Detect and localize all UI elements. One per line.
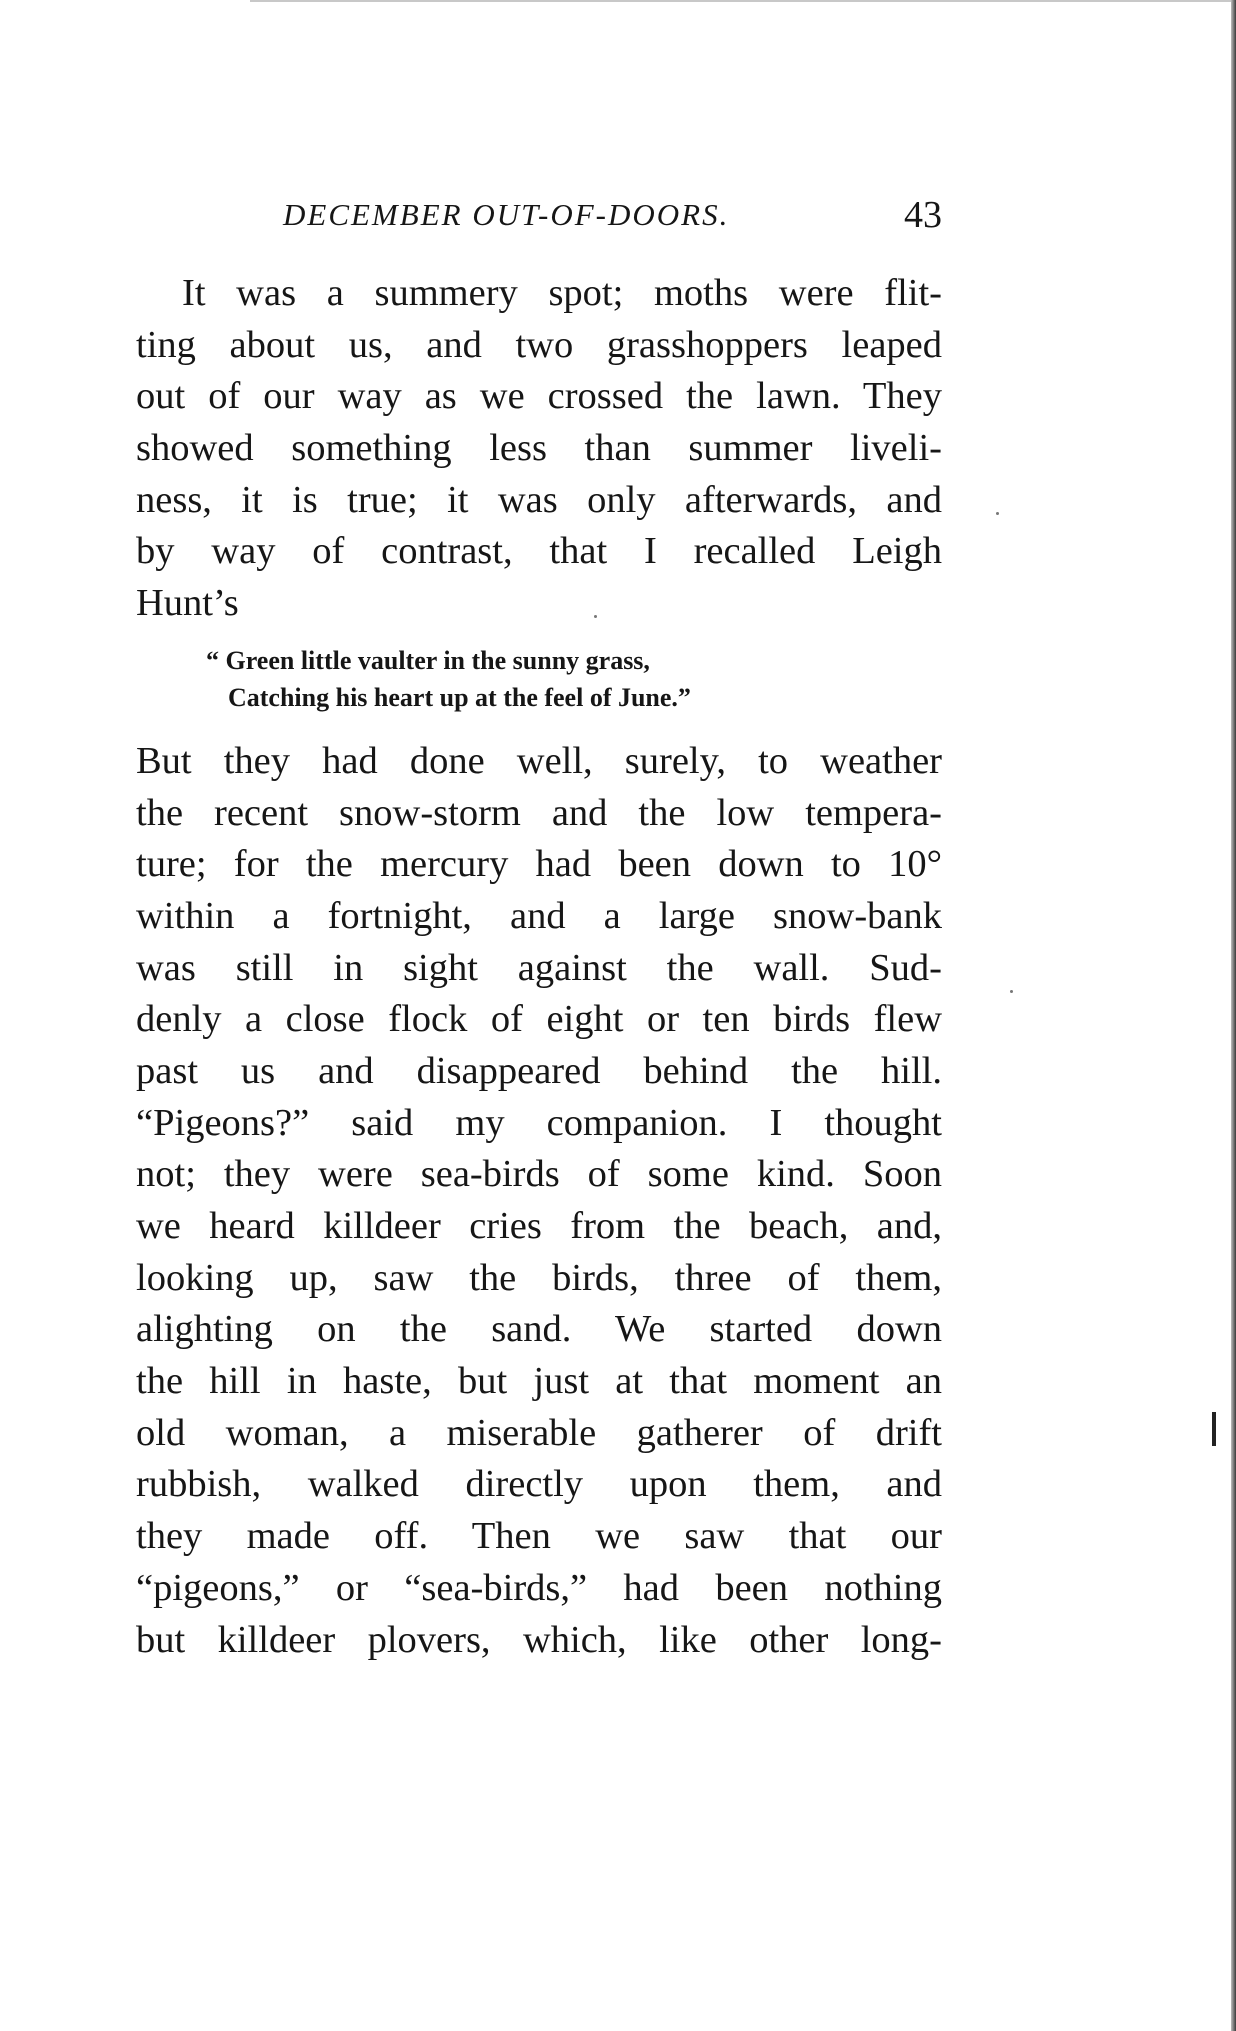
text-line: showed something less than summer liveli-	[136, 427, 942, 470]
text-line: past us and disappeared behind the hill.	[136, 1049, 942, 1092]
paper-speck	[594, 615, 597, 618]
text-line: ture; for the mercury had been down to 10°	[136, 843, 942, 886]
page-header	[136, 193, 942, 237]
text-line: we heard killdeer cries from the beach, and,	[136, 1205, 942, 1247]
text-line: “Pigeons?” said my companion. I thought	[136, 1101, 942, 1144]
text-line: rubbish, walked directly upon them, and	[136, 1463, 942, 1506]
page-top-edge	[250, 0, 1236, 2]
verse-quote	[206, 642, 906, 716]
quote-line: Catching his heart up at the feel of June.”	[228, 682, 691, 712]
paper-speck	[996, 512, 999, 515]
text-line: It was a summery spot; moths were flit-	[182, 272, 942, 314]
text-line: not; they were sea-birds of some kind. Soon	[136, 1153, 942, 1196]
running-head: DECEMBER OUT-OF-DOORS.	[283, 197, 730, 232]
text-line: by way of contrast, that I recalled Leigh	[136, 530, 942, 573]
text-line: out of our way as we crossed the lawn. They	[136, 375, 942, 418]
page-body	[136, 268, 942, 1666]
text-line: “pigeons,” or “sea-birds,” had been nothing	[136, 1566, 942, 1609]
text-line: denly a close flock of eight or ten birds flew	[136, 998, 942, 1041]
text-line: alighting on the sand. We started down	[136, 1308, 942, 1351]
text-line: but killdeer plovers, which, like other long-	[136, 1618, 942, 1661]
page-right-edge	[1231, 0, 1236, 2031]
paragraph	[136, 268, 942, 630]
text-line: within a fortnight, and a large snow-bank	[136, 894, 942, 937]
text-line: ness, it is true; it was only afterwards, and	[136, 478, 942, 521]
text-line: looking up, saw the birds, three of them,	[136, 1256, 942, 1299]
text-line: the recent snow-storm and the low tempera-	[136, 791, 942, 834]
paragraph	[136, 736, 942, 1666]
scan-mark	[1212, 1412, 1216, 1446]
page-number: 43	[904, 194, 942, 236]
text-line: But they had done well, surely, to weather	[136, 739, 942, 782]
text-line: Hunt’s	[136, 582, 239, 625]
paper-speck	[1010, 990, 1013, 993]
text-line: was still in sight against the wall. Sud-	[136, 946, 942, 989]
text-line: they made off. Then we saw that our	[136, 1515, 942, 1558]
text-line: the hill in haste, but just at that moment an	[136, 1360, 942, 1403]
text-line: ting about us, and two grasshoppers leaped	[136, 323, 942, 366]
text-line: old woman, a miserable gatherer of drift	[136, 1411, 942, 1454]
quote-line: “ Green little vaulter in the sunny grass,	[206, 645, 650, 675]
